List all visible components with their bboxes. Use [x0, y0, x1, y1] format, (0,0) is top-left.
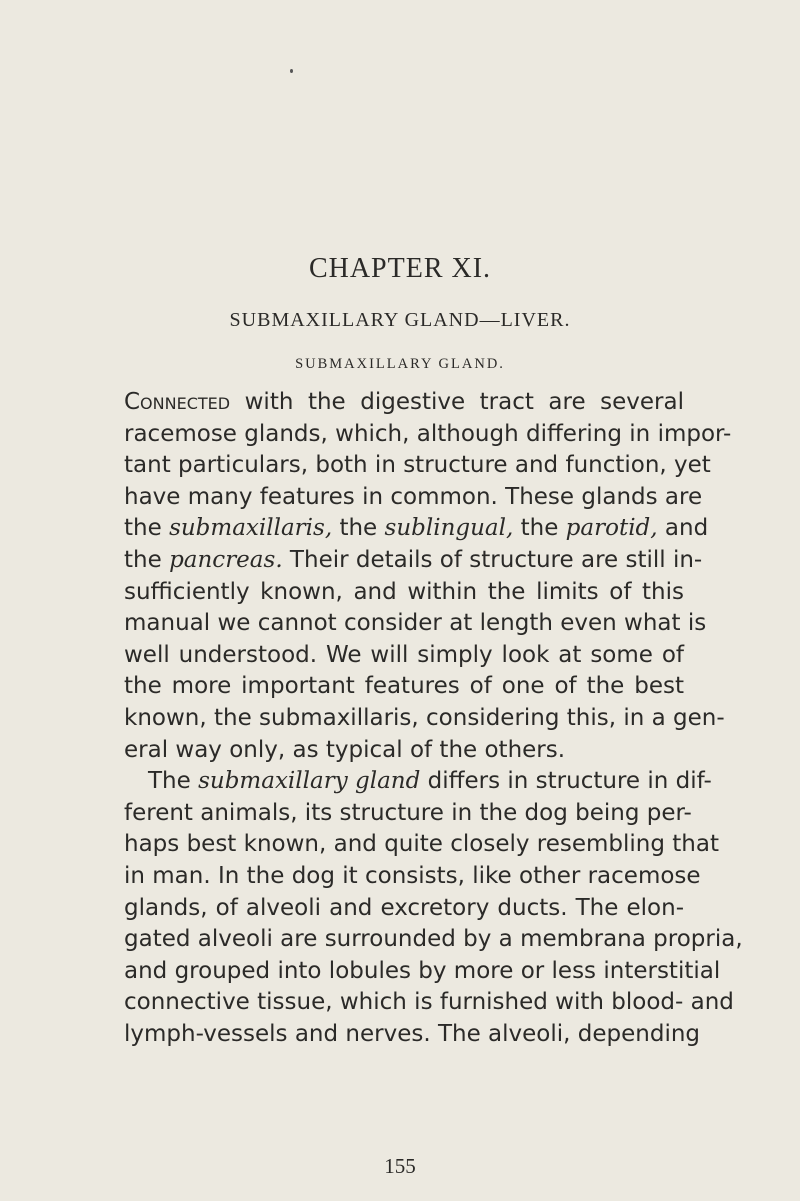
- text-line: [124, 766, 712, 798]
- text-line: tant particulars, both in structure and function, yet: [124, 452, 711, 479]
- text-line: the more important features of one of the best: [124, 673, 684, 700]
- text-line: eral way only, as typical of the others.: [124, 736, 566, 763]
- text-span: the: [124, 546, 170, 573]
- text-span: the: [513, 515, 566, 542]
- text-span: and: [657, 515, 709, 542]
- page-number: 155: [384, 1154, 416, 1178]
- term-pancreas: pancreas.: [169, 546, 283, 573]
- text-line: ferent animals, its structure in the dog being per-: [124, 799, 692, 826]
- subsection-title: SUBMAXILLARY GLAND.: [295, 356, 505, 372]
- text-span: Their details of structure are still in-: [282, 546, 703, 573]
- print-speck: [290, 69, 293, 73]
- body-text: [124, 387, 743, 1050]
- text-line: and grouped into lobules by more or less interstitial: [124, 957, 721, 984]
- text-line: connective tissue, which is furnished with blood- and: [124, 989, 734, 1016]
- term-sublingual: sublingual,: [384, 515, 514, 542]
- lead-word: Connected: [124, 389, 231, 415]
- term-submaxillaris: submaxillaris,: [169, 515, 333, 542]
- text-line: [124, 387, 684, 419]
- text-line: glands, of alveoli and excretory ducts. The elon-: [124, 894, 684, 921]
- chapter-title: CHAPTER XI.: [308, 253, 492, 284]
- term-parotid: parotid,: [565, 515, 658, 542]
- text-line: known, the submaxillaris, considering this, in a gen-: [124, 704, 725, 731]
- text-span: differs in structure in dif-: [420, 768, 712, 795]
- text-line: in man. In the dog it consists, like other racemose: [124, 862, 701, 889]
- text-line: have many features in common. These glands are: [124, 483, 703, 510]
- paragraph-2: [124, 766, 743, 1050]
- text-line: sufficiently known, and within the limits of this: [124, 578, 684, 605]
- paragraph-1: [124, 387, 732, 766]
- text-line: racemose glands, which, although differing in impor-: [124, 420, 732, 447]
- text-line: haps best known, and quite closely resembling that: [124, 831, 720, 858]
- term-submaxillary-gland: submaxillary gland: [198, 768, 421, 795]
- text-line: well understood. We will simply look at some of: [124, 641, 684, 668]
- text-span: the: [124, 515, 170, 542]
- text-span: with the digestive tract are several: [230, 389, 684, 415]
- text-line: [124, 513, 709, 545]
- text-span: the: [332, 515, 385, 542]
- text-line: lymph-vessels and nerves. The alveoli, depending: [124, 1020, 701, 1047]
- section-title: SUBMAXILLARY GLAND—LIVER.: [229, 309, 571, 331]
- text-line: gated alveoli are surrounded by a membrana propria,: [124, 926, 743, 953]
- text-span: The: [148, 768, 199, 795]
- text-line: manual we cannot consider at length even what is: [124, 610, 707, 637]
- text-line: [124, 545, 703, 577]
